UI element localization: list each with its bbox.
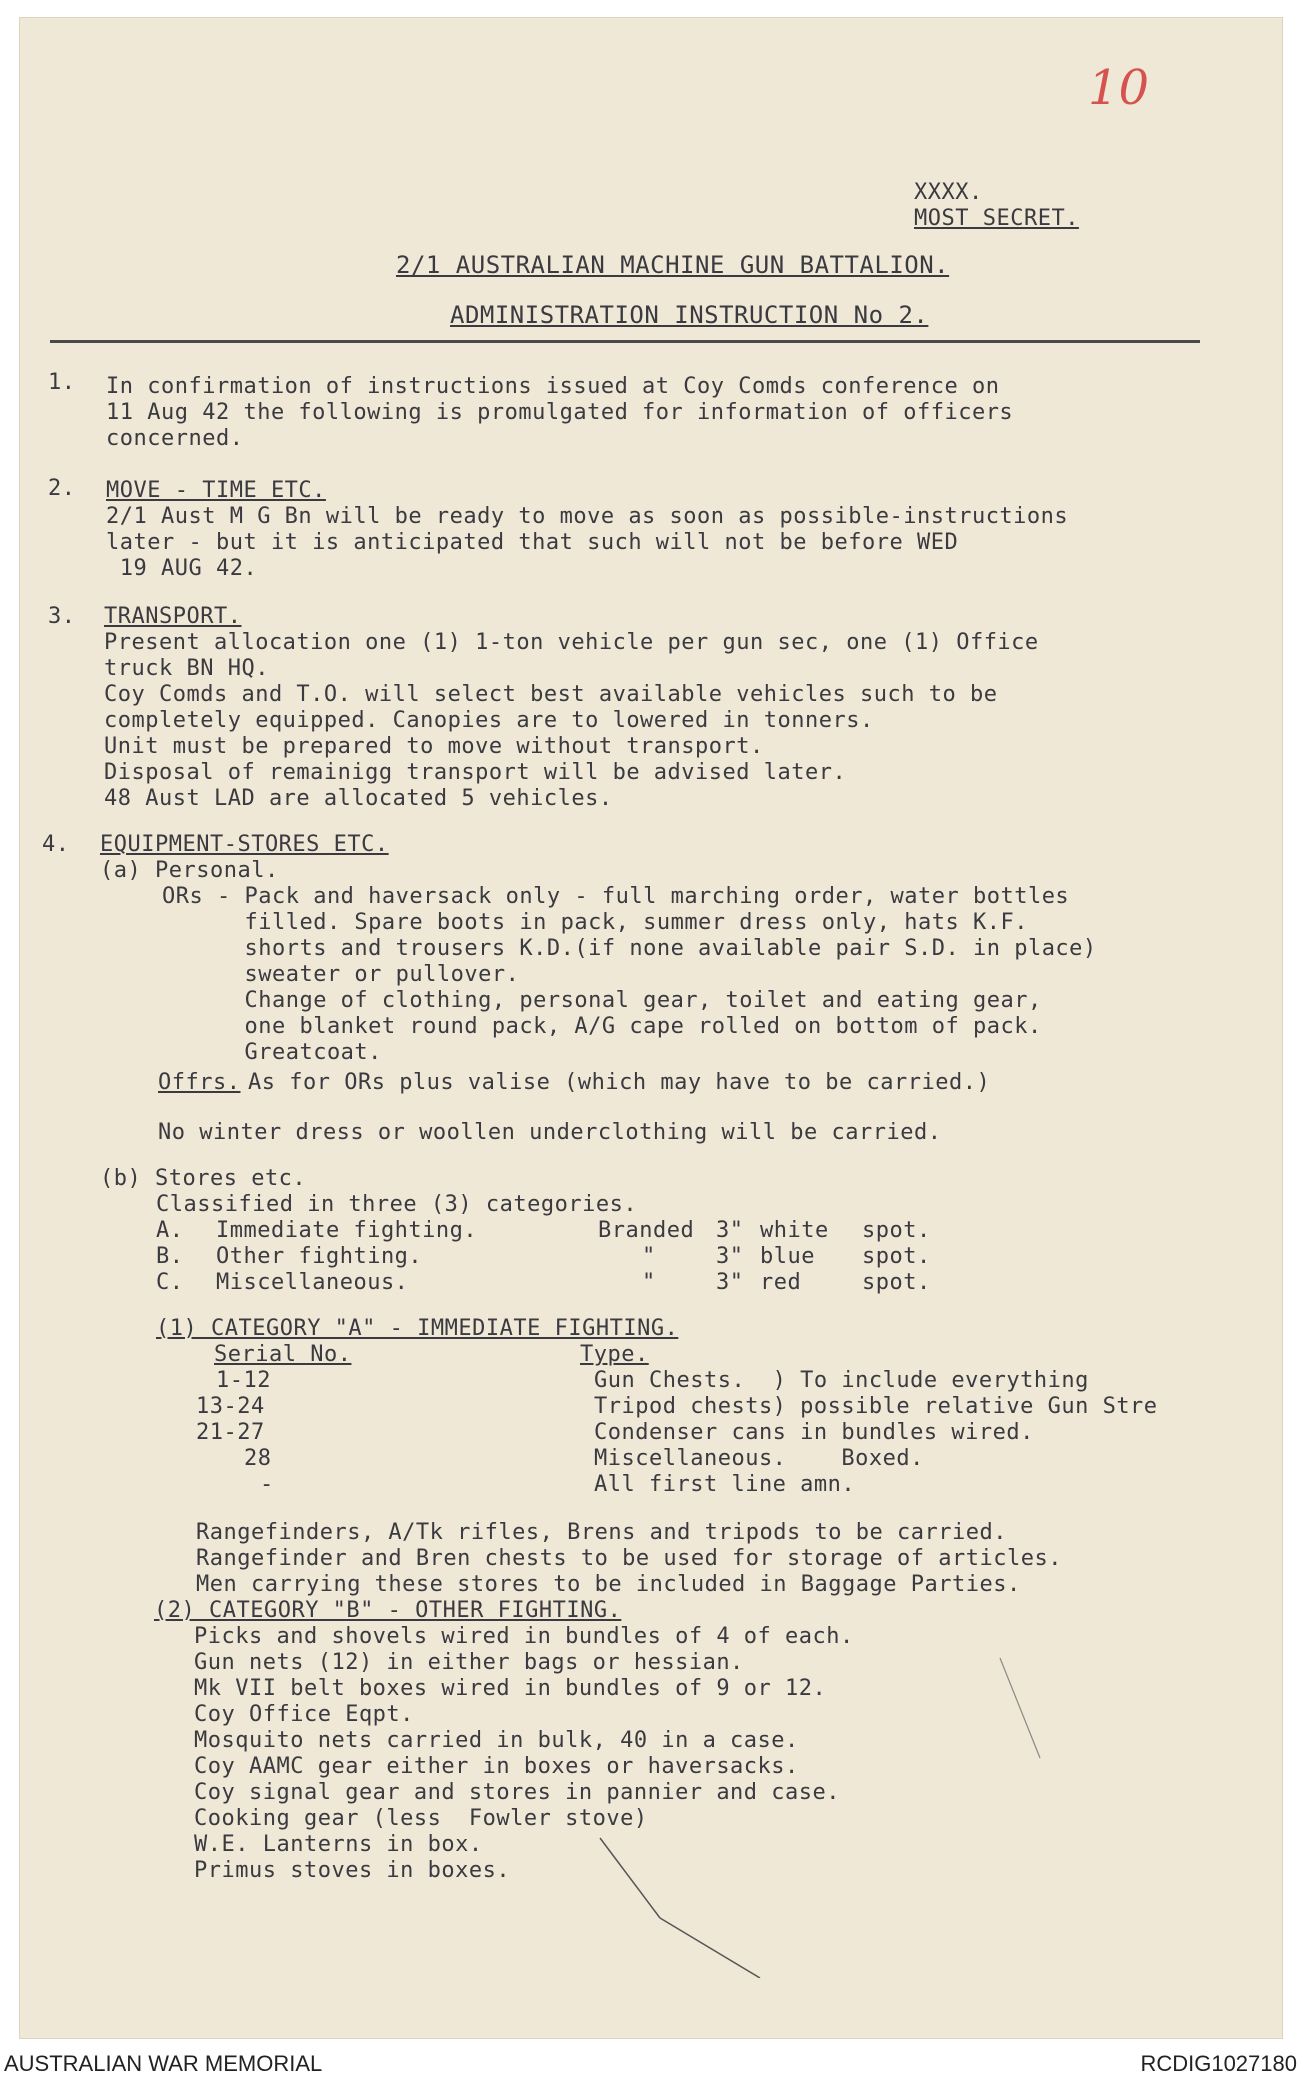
type-cell: Condenser cans in bundles wired. [594, 1420, 1034, 1445]
category-spot: spot. [862, 1270, 931, 1295]
para4-sub-b: (b) Stores etc. [100, 1166, 307, 1191]
category-branded: " [642, 1270, 656, 1295]
para2-heading: MOVE - TIME ETC. [106, 478, 326, 503]
para3-heading: TRANSPORT. [104, 604, 242, 629]
header-rule [50, 340, 1200, 343]
category-letter: A. [156, 1218, 184, 1243]
cat-b-line: Coy signal gear and stores in pannier and case. [194, 1780, 841, 1805]
category-name: Other fighting. [216, 1244, 423, 1269]
para3-line: completely equipped. Canopies are to lowered in tonners. [104, 708, 874, 733]
ors-line: Change of clothing, personal gear, toilet and eating gear, [162, 988, 1042, 1013]
serial-cell: 21-27 [196, 1420, 265, 1445]
serial-header: Serial No. [214, 1342, 352, 1367]
footer-right: RCDIG1027180 [1140, 2051, 1297, 2076]
document-sheet [20, 18, 1282, 2038]
type-cell: Tripod chests) possible relative Gun Stre [594, 1394, 1158, 1419]
para1-number: 1. [48, 370, 76, 395]
category-colour: red [760, 1270, 802, 1295]
category-colour: blue [760, 1244, 815, 1269]
cat-b-line: Picks and shovels wired in bundles of 4 of each. [194, 1624, 854, 1649]
para4-number: 4. [42, 832, 70, 857]
offrs-text: As for ORs plus valise (which may have to be carried.) [248, 1070, 991, 1095]
ors-line: Greatcoat. [162, 1040, 382, 1065]
category-colour: white [760, 1218, 829, 1243]
category-size: 3" [716, 1244, 744, 1269]
para4-sub-a: (a) Personal. [100, 858, 279, 883]
serial-cell: - [260, 1472, 274, 1497]
para1-line: concerned. [106, 426, 244, 451]
ors-line: ORs - Pack and haversack only - full marching order, water bottles [162, 884, 1070, 909]
para1-line: 11 Aug 42 the following is promulgated for information of officers [106, 400, 1014, 425]
page-number-mark: 10 [1088, 60, 1150, 116]
ors-line: filled. Spare boots in pack, summer dress only, hats K.F. [162, 910, 1028, 935]
document-title: ADMINISTRATION INSTRUCTION No 2. [450, 301, 929, 329]
category-name: Immediate fighting. [216, 1218, 478, 1243]
serial-cell: 13-24 [196, 1394, 265, 1419]
cat-b-line: Cooking gear (less Fowler stove) [194, 1806, 648, 1831]
category-spot: spot. [862, 1244, 931, 1269]
serial-cell: 1-12 [216, 1368, 271, 1393]
para2-number: 2. [48, 476, 76, 501]
category-branded: Branded [598, 1218, 695, 1243]
cat-b-line: Primus stoves in boxes. [194, 1858, 511, 1883]
serial-cell: 28 [244, 1446, 272, 1471]
category-name: Miscellaneous. [216, 1270, 409, 1295]
type-cell: Gun Chests. ) To include everything [594, 1368, 1089, 1393]
category-branded: " [642, 1244, 656, 1269]
para3-line: Disposal of remainigg transport will be advised later. [104, 760, 847, 785]
para2-line: 2/1 Aust M G Bn will be ready to move as soon as possible-instructions [106, 504, 1069, 529]
para3-line: Coy Comds and T.O. will select best available vehicles such to be [104, 682, 998, 707]
range-line: Rangefinders, A/Tk rifles, Brens and tripods to be carried. [196, 1520, 1007, 1545]
classified-line: Classified in three (3) categories. [156, 1192, 638, 1217]
para3-line: truck BN HQ. [104, 656, 269, 681]
cat-a-heading: (1) CATEGORY "A" - IMMEDIATE FIGHTING. [156, 1316, 679, 1341]
para3-line: Present allocation one (1) 1-ton vehicle per gun sec, one (1) Office [104, 630, 1039, 655]
pencil-stroke [660, 1918, 760, 1978]
type-cell: Miscellaneous. Boxed. [594, 1446, 924, 1471]
cat-b-line: Mk VII belt boxes wired in bundles of 9 or 12. [194, 1676, 827, 1701]
cat-b-line: Coy Office Eqpt. [194, 1702, 414, 1727]
ors-line: shorts and trousers K.D.(if none available pair S.D. in place) [162, 936, 1097, 961]
type-header: Type. [580, 1342, 649, 1367]
cat-b-line: Gun nets (12) in either bags or hessian. [194, 1650, 744, 1675]
category-letter: B. [156, 1244, 184, 1269]
para1-line: In confirmation of instructions issued at Coy Comds conference on [106, 374, 1000, 399]
winter-note: No winter dress or woollen underclothing will be carried. [158, 1120, 942, 1145]
pencil-stroke [1000, 1658, 1040, 1758]
category-size: 3" [716, 1270, 744, 1295]
unit-title: 2/1 AUSTRALIAN MACHINE GUN BATTALION. [396, 251, 950, 279]
category-letter: C. [156, 1270, 184, 1295]
secret-marking: MOST SECRET. [914, 206, 1079, 231]
offrs-label: Offrs. [158, 1070, 241, 1095]
cat-b-line: Coy AAMC gear either in boxes or haversacks. [194, 1754, 799, 1779]
para4-heading: EQUIPMENT-STORES ETC. [100, 832, 389, 857]
cat-b-line: W.E. Lanterns in box. [194, 1832, 483, 1857]
para3-line: 48 Aust LAD are allocated 5 vehicles. [104, 786, 613, 811]
cat-b-line: Mosquito nets carried in bulk, 40 in a case. [194, 1728, 799, 1753]
cat-b-heading: (2) CATEGORY "B" - OTHER FIGHTING. [154, 1598, 622, 1623]
footer-left: AUSTRALIAN WAR MEMORIAL [4, 2051, 323, 2076]
ors-line: one blanket round pack, A/G cape rolled on bottom of pack. [162, 1014, 1042, 1039]
pencil-marks [580, 1618, 1080, 1978]
para2-line: 19 AUG 42. [106, 556, 258, 581]
pencil-stroke [600, 1838, 660, 1918]
range-line: Men carrying these stores to be included in Baggage Parties. [196, 1572, 1021, 1597]
type-cell: All first line amn. [594, 1472, 856, 1497]
para3-line: Unit must be prepared to move without transport. [104, 734, 764, 759]
para2-line: later - but it is anticipated that such will not be before WED [106, 530, 959, 555]
range-line: Rangefinder and Bren chests to be used for storage of articles. [196, 1546, 1062, 1571]
classification: XXXX. [914, 180, 983, 205]
category-size: 3" [716, 1218, 744, 1243]
category-spot: spot. [862, 1218, 931, 1243]
para3-number: 3. [48, 604, 76, 629]
ors-line: sweater or pullover. [162, 962, 520, 987]
